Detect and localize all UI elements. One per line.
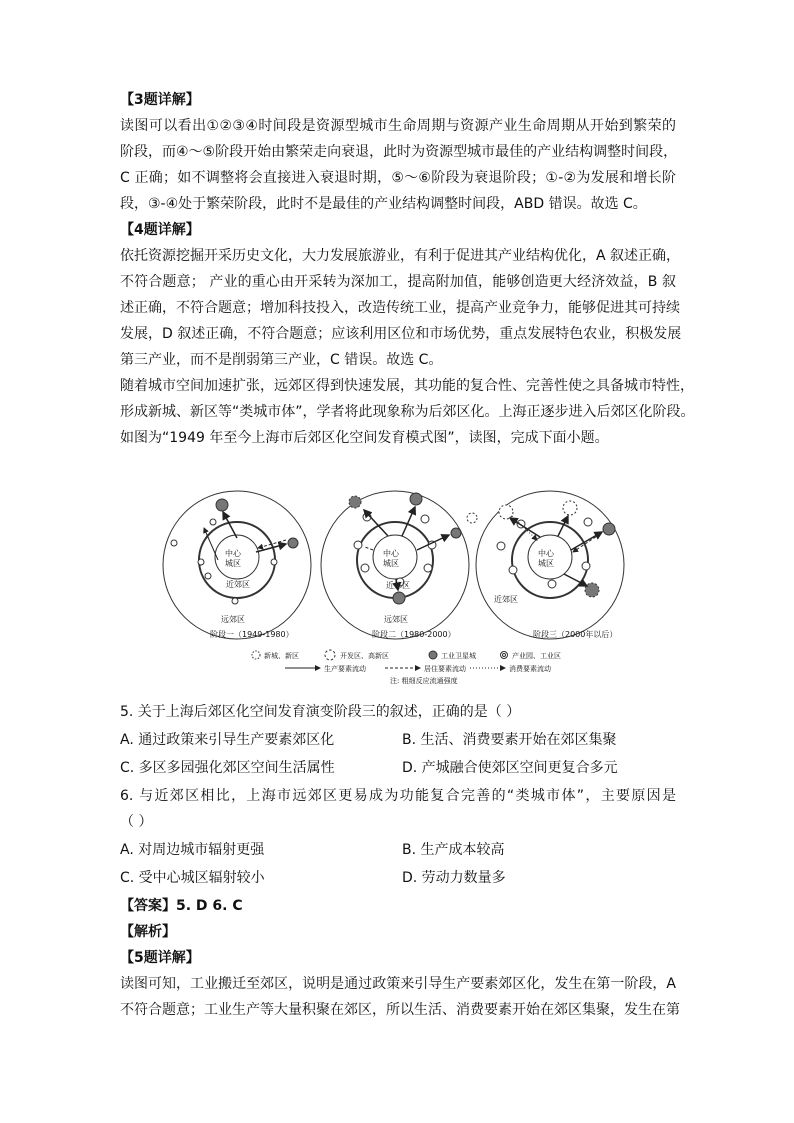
stage3-center-label-1: 中心 [538, 549, 554, 558]
stage1-far-label: 远郊区 [221, 615, 245, 624]
stage1-near-label: 近郊区 [226, 580, 250, 589]
q6-stem-line-2: （ ） [120, 814, 153, 830]
stage2-far-label: 远郊区 [384, 615, 408, 624]
q5-detail-line-2: 不符合题意；工业生产等大量积聚在郊区，所以生活、消费要素开始在郊区集聚，发生在第 [120, 1002, 680, 1018]
q5-detail-heading: 【5题详解】 [120, 950, 200, 966]
stage3-center-label-2: 城区 [538, 559, 554, 568]
stage3-caption: 阶段三（2000年以后） [533, 630, 618, 639]
q4-line-3: 述正确，不符合题意；增加科技投入，改造传统工业，提高产业竞争力，能够促进其可持续 [120, 300, 680, 316]
stage2-center-label-2: 城区 [383, 559, 399, 568]
legend-satellite: 工业卫星城 [441, 652, 476, 660]
q5-option-c: C. 多区多园强化郊区空间生活属性 [120, 760, 335, 776]
q5-detail-line-1: 读图可知，工业搬迁至郊区，说明是通过政策来引导生产要素郊区化，发生在第一阶段，A [120, 976, 676, 992]
legend-consumption: 消费要素流动 [509, 665, 551, 673]
q4-heading: 【4题详解】 [120, 222, 200, 238]
legend-production: 生产要素流动 [324, 665, 366, 673]
q6-option-c: C. 受中心城区辐射较小 [120, 870, 265, 886]
legend-residence: 居住要素流动 [424, 665, 466, 673]
q5-option-a: A. 通过政策来引导生产要素郊区化 [120, 732, 335, 748]
legend-note: 注: 粗细反应流通强度 [390, 677, 458, 685]
stage1-center-label-1: 中心 [225, 549, 241, 558]
legend-new-city: 新城、新区 [264, 652, 299, 660]
intro-line-2: 形成新城、新区等“类城市体”，学者将此现象称为后郊区化。上海正逐步进入后郊区化阶段。 [120, 404, 695, 420]
q4-line-1: 依托资源挖掘开采历史文化，大力发展旅游业，有利于促进其产业结构优化，A 叙述正确， [120, 248, 681, 264]
q3-line-3: C 正确；如不调整将会直接进入衰退时期，⑤～⑥阶段为衰退阶段；①-②为发展和增长阶 [120, 170, 676, 186]
q6-option-d: D. 劳动力数量多 [402, 870, 506, 886]
suburbanization-figure [160, 490, 650, 700]
stage2-caption: 阶段二（1980-2000） [372, 630, 456, 639]
legend-dev-zone: 开发区、高新区 [340, 652, 389, 660]
stage2-center-label-1: 中心 [383, 549, 399, 558]
figure-svg [160, 490, 650, 700]
answer-line: 【答案】5. D 6. C [120, 898, 243, 914]
q3-line-1: 读图可以看出①②③④时间段是资源型城市生命周期与资源产业生命周期从开始到繁荣的 [120, 118, 676, 134]
q6-option-b: B. 生产成本较高 [402, 842, 505, 858]
intro-line-3: 如图为“1949 年至今上海市后郊区化空间发育模式图”，读图，完成下面小题。 [120, 430, 609, 446]
intro-line-1: 随着城市空间加速扩张，远郊区得到快速发展，其功能的复合性、完善性使之具备城市特性， [120, 378, 694, 394]
q6-stem-line-1: 6. 与近郊区相比，上海市远郊区更易成为功能复合完善的“类城市体”，主要原因是 [120, 788, 676, 804]
stage2-near-label: 近郊区 [386, 581, 410, 590]
stage3-near-label: 近郊区 [494, 595, 518, 604]
q4-line-2: 不符合题意； 产业的重心由开采转为深加工，提高附加值，能够创造更大经济效益，B 叙 [120, 274, 676, 290]
q6-option-a: A. 对周边城市辐射更强 [120, 842, 265, 858]
legend-park: 产业园、工业区 [512, 652, 561, 660]
q5-option-d: D. 产城融合使郊区空间更复合多元 [402, 760, 618, 776]
analysis-heading: 【解析】 [120, 924, 176, 940]
q4-line-4: 发展，D 叙述正确，不符合题意；应该利用区位和市场优势，重点发展特色农业，积极发展 [120, 326, 682, 342]
stage1-center-label-2: 城区 [225, 559, 241, 568]
q5-option-b: B. 生活、消费要素开始在郊区集聚 [402, 732, 617, 748]
q3-line-2: 阶段，而④～⑤阶段开始由繁荣走向衰退，此时为资源型城市最佳的产业结构调整时间段， [120, 144, 678, 160]
q3-heading: 【3题详解】 [120, 92, 200, 108]
q3-line-4: 段，③-④处于繁荣阶段，此时不是最佳的产业结构调整时间段，ABD 错误。故选 C。 [120, 196, 647, 212]
q5-stem: 5. 关于上海后郊区化空间发育演变阶段三的叙述，正确的是（ ） [120, 704, 521, 720]
stage1-caption: 阶段一（1949-1980） [210, 630, 294, 639]
q4-line-5: 第三产业，而不是削弱第三产业，C 错误。故选 C。 [120, 352, 443, 368]
